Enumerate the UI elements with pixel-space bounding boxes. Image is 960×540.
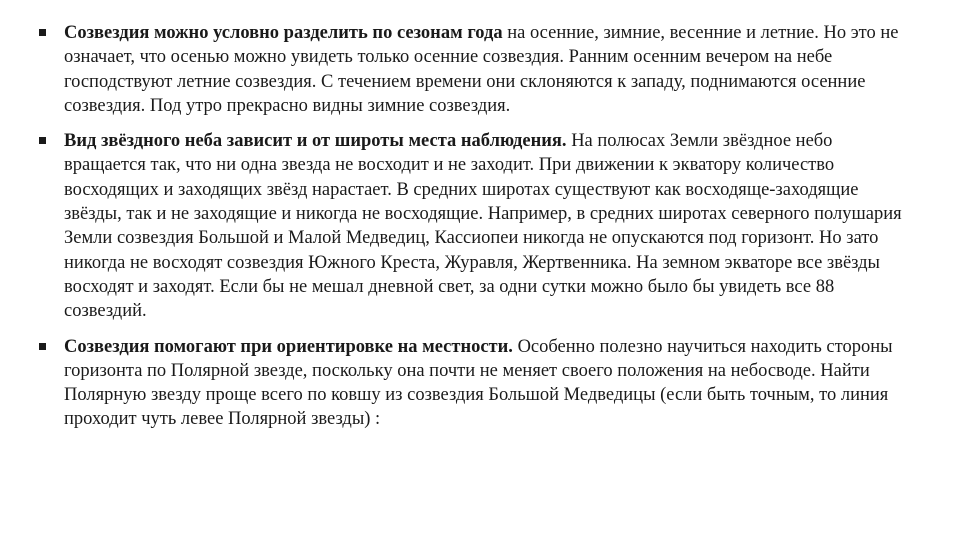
bullet-list — [64, 21, 910, 443]
bullet-item-latitude — [64, 129, 910, 323]
bullet-text: на осенние, зимние, весенние и летние. Но это не означает, что осенью можно увидеть только осенние созвездия. Ранним осенним вечером на небе господствуют летние созвездия. С течением времени они склоняются к западу, поднимаются осенние созвездия. Под утро прекрасно видны зимние созвездия. — [64, 23, 899, 116]
bullet-item-seasons — [64, 21, 910, 118]
bullet-lead: Созвездия помогают при ориентировке на местности. — [64, 336, 513, 357]
square-bullet-icon — [39, 343, 46, 350]
bullet-lead: Созвездия можно условно разделить по сезонам года — [64, 23, 503, 43]
square-bullet-icon — [39, 29, 46, 36]
bullet-text: На полюсах Земли звёздное небо вращается так, что ни одна звезда не восходит и не заходит. При движении к экватору количество восходящих и заходящих звёзд нарастает. В средних широтах существуют как восходяще-заходящие звёзды, так и не заходящие и никогда не восходящие. Например, в средних широтах северного полушария Земли созвездия Большой и Малой Медведиц, Кассиопеи никогда не опускаются под горизонт. Но зато никогда не восходят созвездия Южного Креста, Журавля, Жертвенника. На земном экваторе все звёзды восходят и заходят. Если бы не мешал дневной свет, за одни сутки можно было бы увидеть все 88 созвездий. — [64, 131, 902, 322]
bullet-item-orientation — [64, 335, 910, 432]
bullet-lead: Вид звёздного неба зависит и от широты места наблюдения. — [64, 131, 567, 152]
square-bullet-icon — [39, 137, 46, 144]
bullet-text: Особенно полезно научиться находить стороны горизонта по Полярной звезде, поскольку она почти не меняет своего положения на небосводе. Найти Полярную звезду проще всего по ковшу из созвездия Большой Медведицы (если быть точным, то линия проходит чуть левее Полярной звезды) : — [64, 336, 893, 430]
